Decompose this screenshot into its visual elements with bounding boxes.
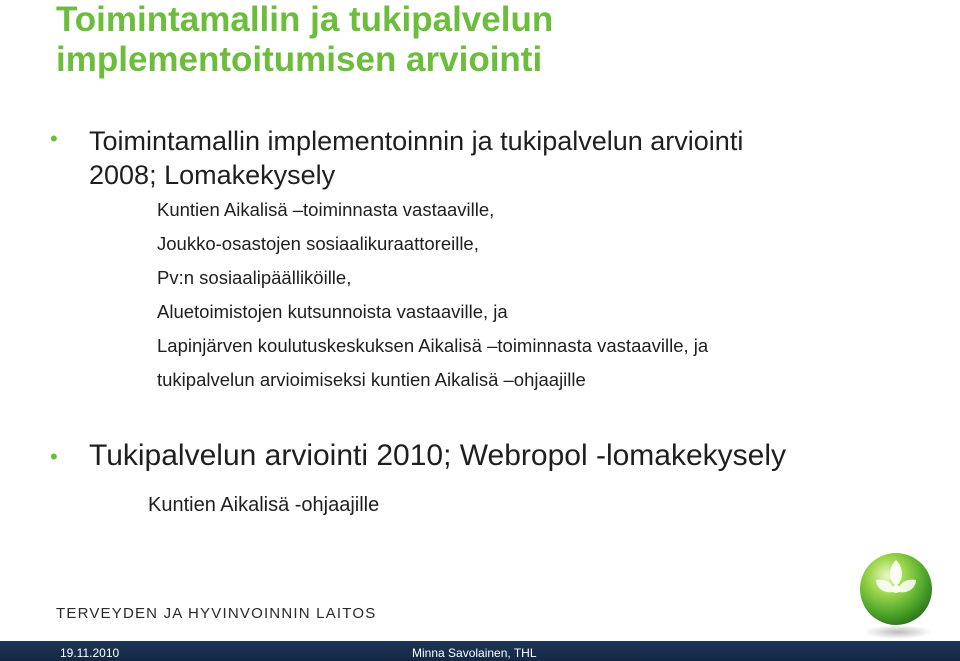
bullet-2-line-1: Tukipalvelun arviointi 2010; Webropol -lomakekysely [89,439,787,472]
slide-title-line-1: Toimintamallin ja tukipalvelun [56,0,554,39]
sub-item-4: Aluetoimistojen kutsunnoista vastaaville, ja [157,301,508,322]
sub-item-1: Kuntien Aikalisä –toiminnasta vastaaville, [157,199,495,220]
bullet-1-line-1: Toimintamallin implementoinnin ja tukipalvelun arviointi [89,126,744,156]
slide-title-line-2: implementoitumisen arviointi [56,40,543,79]
bullet-dot-icon: • [50,444,58,469]
organization-name: TERVEYDEN JA HYVINVOINNIN LAITOS [56,605,377,622]
sub-item-3: Pv:n sosiaalipäälliköille, [157,267,352,288]
footer-author: Minna Savolainen, THL [412,646,537,660]
bullet-2-sub-item: Kuntien Aikalisä -ohjaajille [148,494,380,516]
bullet-2-text [89,438,949,474]
sub-item-2: Joukko-osastojen sosiaalikuraattoreille, [157,233,479,254]
slide-title [56,0,916,80]
sub-item-5: Lapinjärven koulutuskeskuksen Aikalisä –toiminnasta vastaaville, ja [157,335,709,356]
bullet-1-line-2: 2008; Lomakekysely [89,160,336,190]
bullet-1-text [89,124,949,192]
green-sphere-logo-icon [846,544,946,644]
bullet-dot-icon: • [50,126,58,151]
sub-item-6: tukipalvelun arvioimiseksi kuntien Aikalisä –ohjaajille [157,369,586,390]
footer-date: 19.11.2010 [60,646,120,660]
